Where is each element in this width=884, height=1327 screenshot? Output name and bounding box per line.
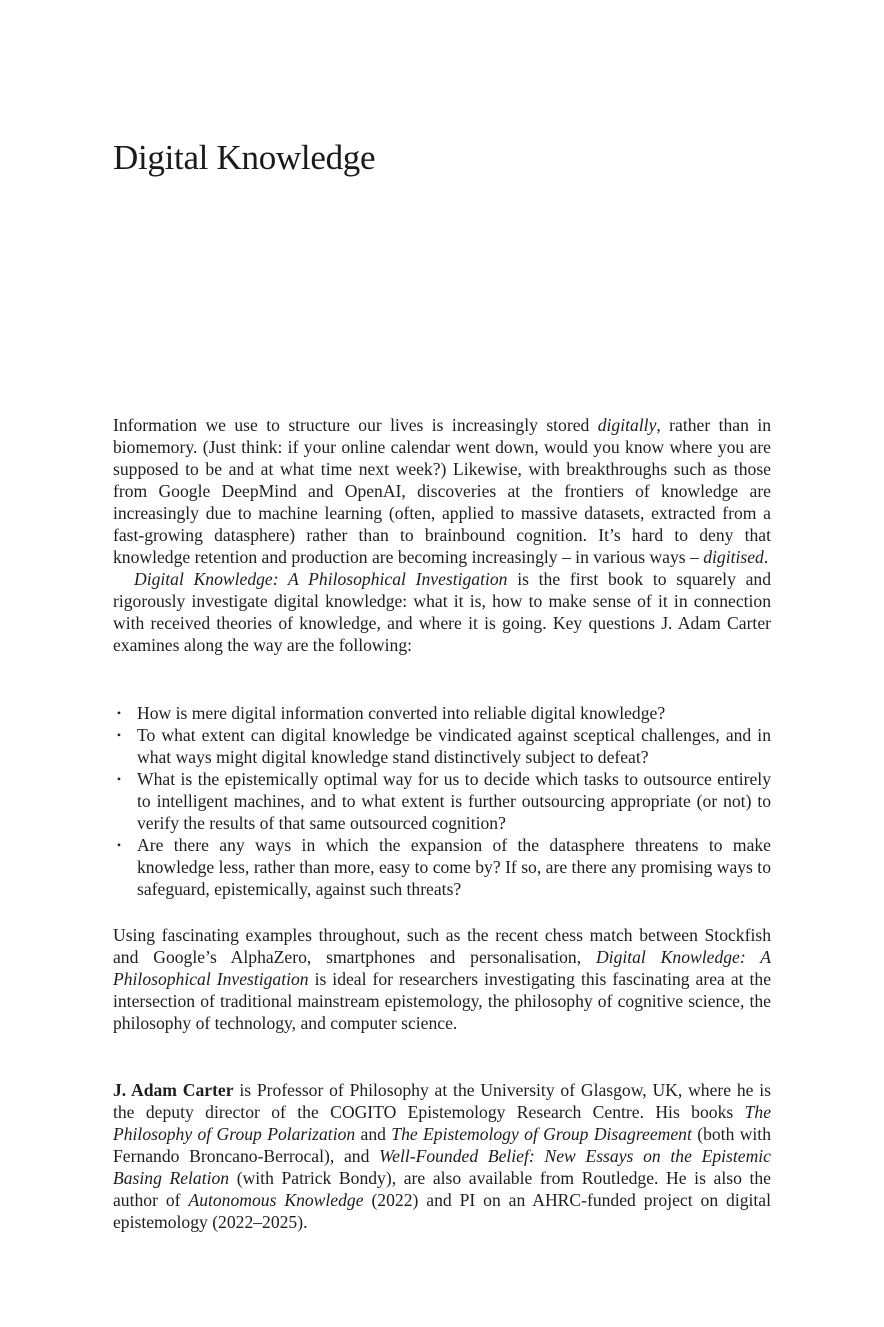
question-text: What is the epistemically optimal way for us to decide which tasks to outsource entirely to intelligent machines, and to what extent is further outsourcing appropriate (or not) to verify the results of that same outsourced cognition? xyxy=(137,769,771,833)
bullet-icon: • xyxy=(116,728,122,742)
italic-text: Digital Knowledge: A Philosophical Investigation xyxy=(134,569,508,589)
question-text: Are there any ways in which the expansion of the datasphere threatens to make knowledge less, rather than more, easy to come by? If so, are there any promising ways to safeguard, epistemically, against such threats? xyxy=(137,835,771,899)
list-item xyxy=(113,702,771,724)
list-item xyxy=(113,768,771,834)
italic-text: Digital Knowledge: A Philosophical Investigation xyxy=(113,947,771,989)
key-questions-list xyxy=(113,702,771,900)
text-run: and xyxy=(355,1124,392,1144)
bullet-icon: • xyxy=(116,706,122,720)
italic-text: digitised xyxy=(703,547,764,567)
book-description-paragraph xyxy=(113,568,771,656)
bullet-icon: • xyxy=(116,838,122,852)
text-run: Information we use to structure our lives is increasingly stored xyxy=(113,415,598,435)
intro-paragraph xyxy=(113,414,771,568)
text-run: is ideal for researchers investigating this fascinating area at the intersection of traditional mainstream epistemology, the philosophy of cognitive science, the philosophy of technology, and computer science. xyxy=(113,969,771,1033)
text-run: Using fascinating examples throughout, such as the recent chess match between Stockfish and Google’s AlphaZero, smartphones and personalisation, xyxy=(113,925,771,967)
text-run: is the first book to squarely and rigorously investigate digital knowledge: what it is, how to make sense of it in connection with received theories of knowledge, and where it is going. Key questions J. Adam Carter examines along the way are the following: xyxy=(113,569,771,655)
text-run: is Professor of Philosophy at the University of Glasgow, UK, where he is the deputy director of the COGITO Epistemology Research Centre. His books xyxy=(113,1080,771,1122)
author-bio-section xyxy=(113,1079,771,1233)
bold-text: J. Adam Carter xyxy=(113,1080,234,1100)
italic-text: digitally xyxy=(597,415,657,435)
author-bio-paragraph xyxy=(113,1079,771,1233)
italic-text: Autonomous Knowledge xyxy=(188,1190,364,1210)
list-item xyxy=(113,834,771,900)
italic-text: The Epistemology of Group Disagreement xyxy=(391,1124,692,1144)
closing-paragraph xyxy=(113,924,771,1034)
question-text: To what extent can digital knowledge be vindicated against sceptical challenges, and in what ways might digital knowledge stand distinctively subject to defeat? xyxy=(137,725,771,767)
text-run: . xyxy=(763,547,769,567)
bullet-icon: • xyxy=(116,772,122,786)
list-item xyxy=(113,724,771,768)
italic-text: Well-Founded Belief: New Essays on the Epistemic Basing Relation xyxy=(113,1146,771,1188)
page-title: Digital Knowledge xyxy=(113,138,376,177)
text-run: (both with Fernando Broncano-Berrocal), and xyxy=(113,1124,771,1166)
intro-section xyxy=(113,414,771,656)
closing-section xyxy=(113,924,771,1034)
italic-text: The Philosophy of Group Polarization xyxy=(113,1102,771,1144)
text-run: , rather than in biomemory. (Just think: if your online calendar went down, would you know where you are supposed to be and at what time next week?) Likewise, with breakthroughs such as those from Google DeepMind and OpenAI, discoveries at the frontiers of knowledge are increasingly due to machine learning (often, applied to massive datasets, extracted from a fast-growing datasphere) rather than to brainbound cognition. It’s hard to deny that knowledge retention and production are becoming increasingly – in various ways – xyxy=(113,415,771,567)
text-run: (2022) and PI on an AHRC-funded project on digital epistemology (2022–2025). xyxy=(113,1190,771,1232)
question-text: How is mere digital information converted into reliable digital knowledge? xyxy=(137,703,666,723)
text-run: (with Patrick Bondy), are also available from Routledge. He is also the author of xyxy=(113,1168,771,1210)
